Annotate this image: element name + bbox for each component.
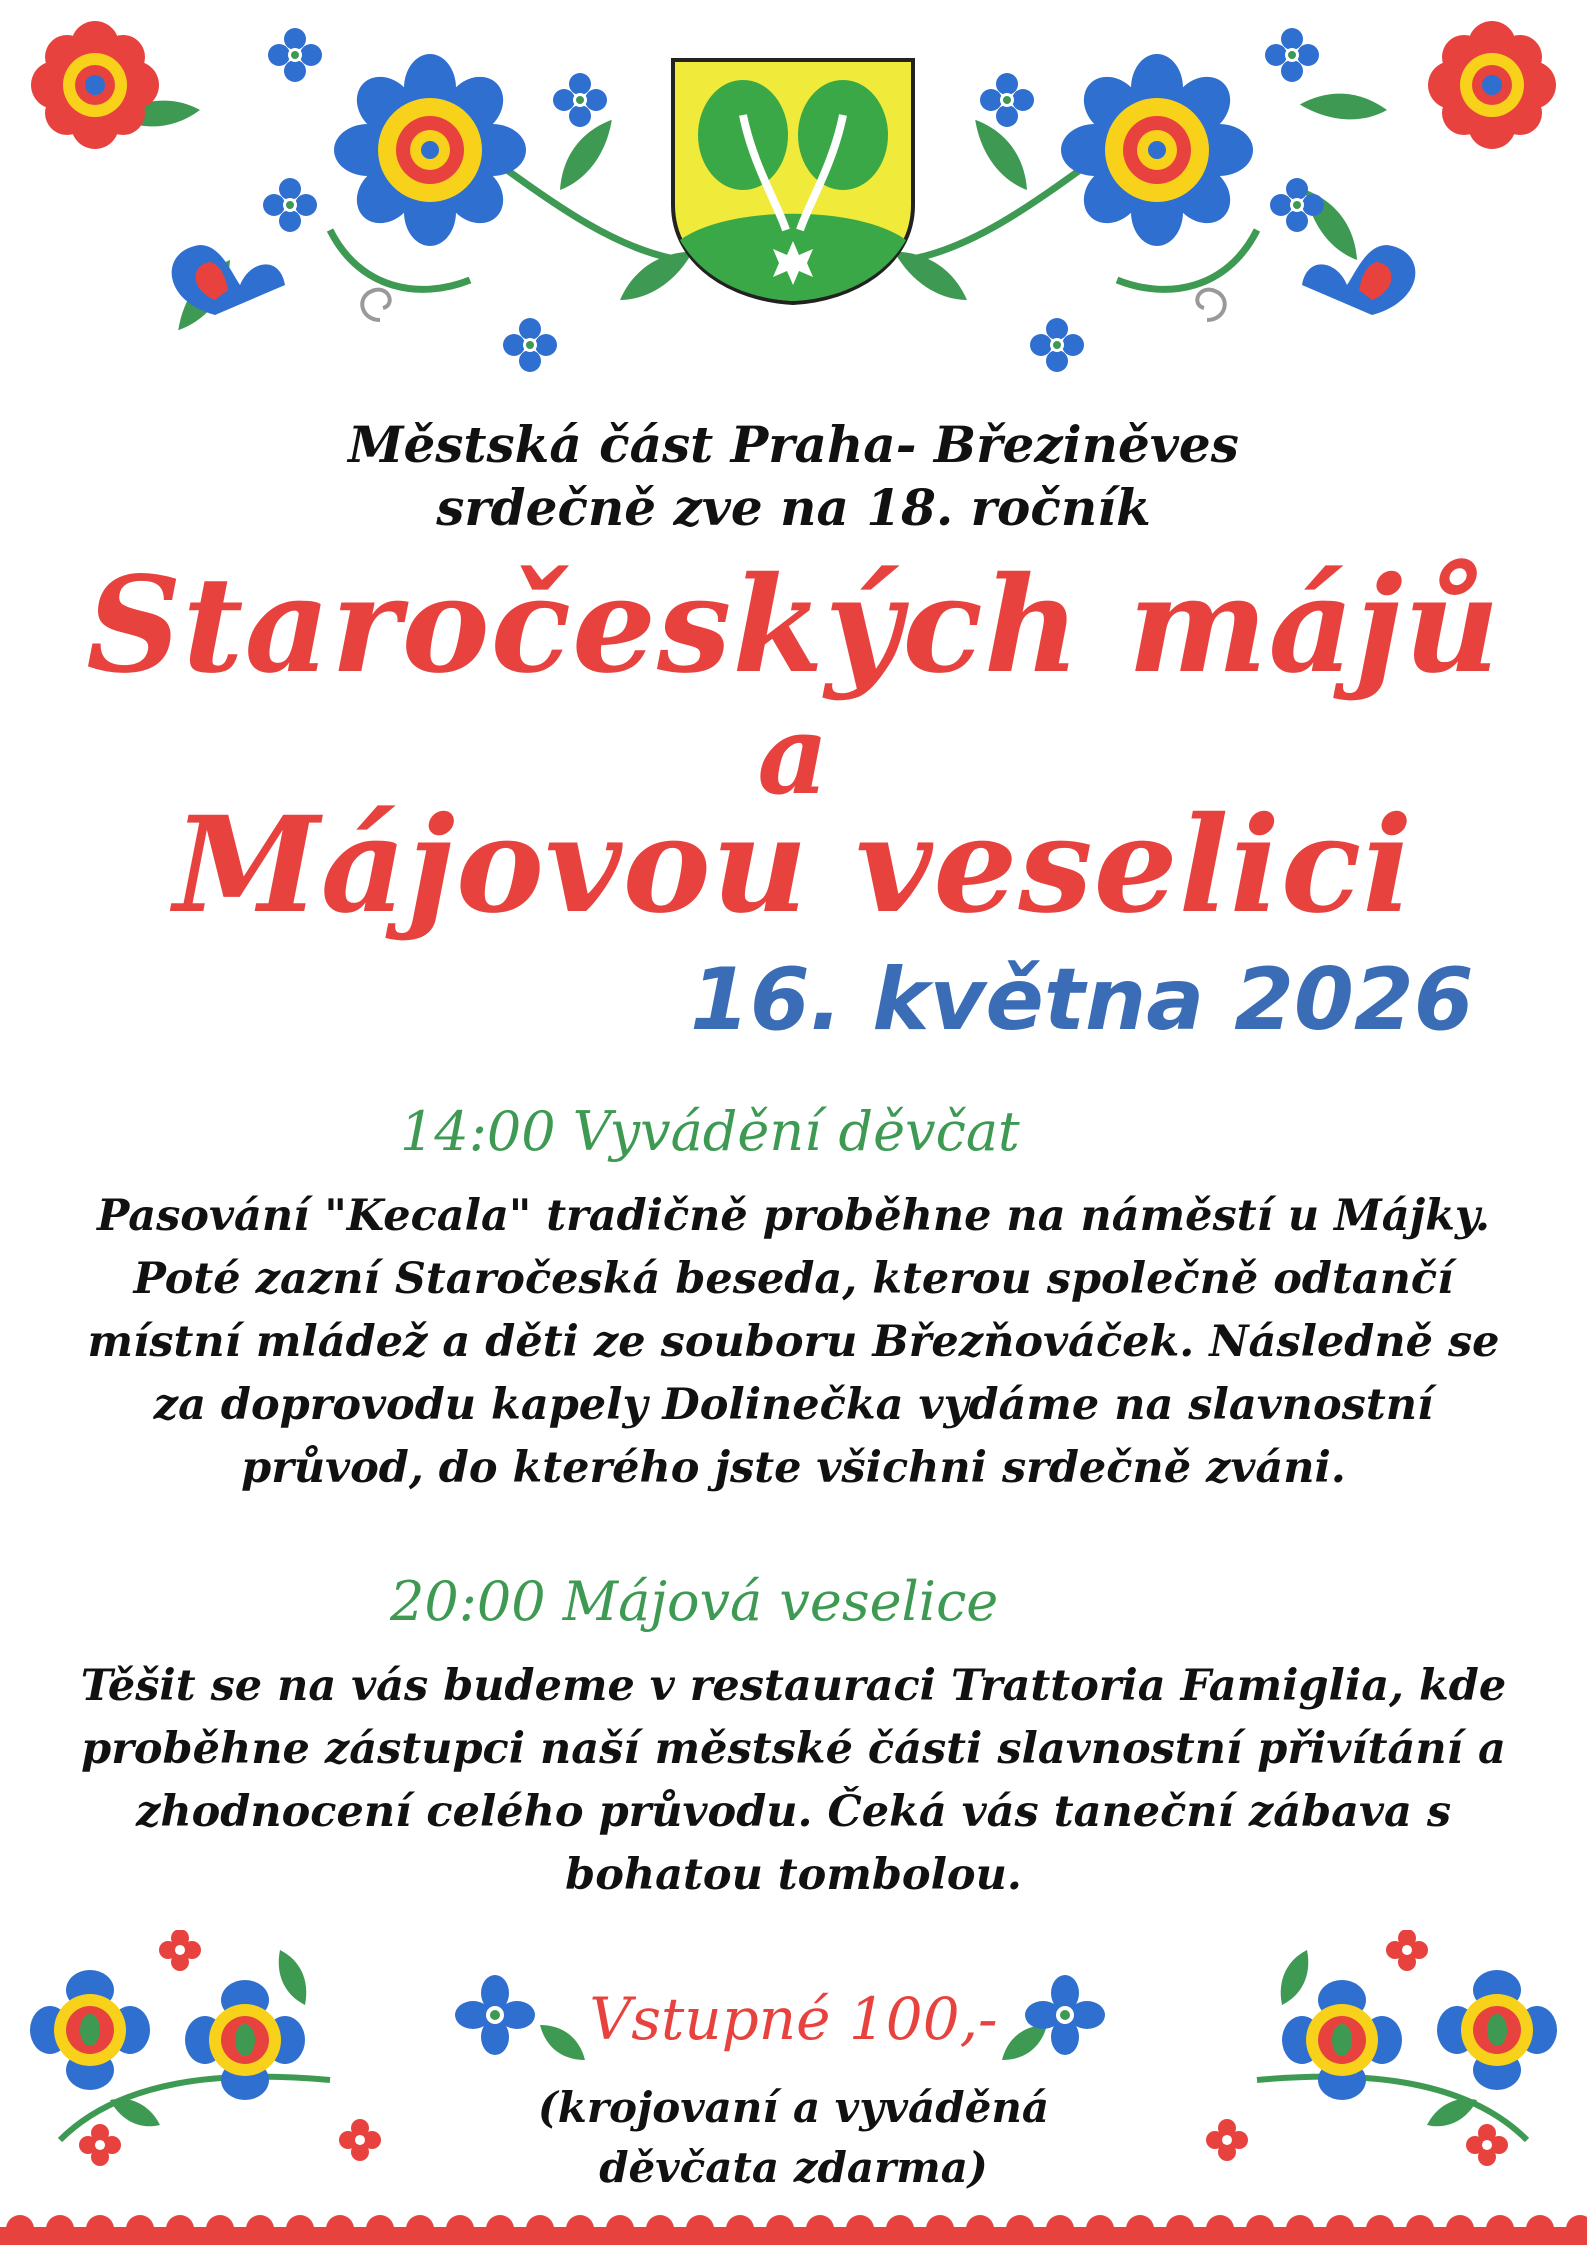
section-text-2: Těšit se na vás budeme v restauraci Trattoria Famiglia, kde proběhne zástupci naší městské části slavnostní přivítání a zhodnocení celého průvodu. Čeká vás taneční zábava s bohatou tombolou.: [80, 1661, 1507, 1900]
entry-price: Vstupné 100,-: [589, 1985, 998, 2053]
main-title-line-3: Májovou veselici: [173, 788, 1414, 943]
main-title-line-1: Staročeských májů: [86, 548, 1501, 703]
price-note-line-2: děvčata zdarma): [599, 2143, 988, 2192]
section-text-1: Pasování "Kecala" tradičně proběhne na náměstí u Májky. Poté zazní Staročeská beseda, kterou společně odtančí místní mládež a děti ze souboru Březňováček. Následně se za doprovodu kapely Dolinečka vydáme na slavnostní průvod, do kterého jste všichni srdečně zváni.: [87, 1191, 1500, 1493]
section-title-2: 20:00 Májová veselice: [390, 1570, 999, 1633]
event-date: 16. května 2026: [690, 950, 1474, 1050]
intro-line-1: Městská část Praha- Březiněves: [348, 415, 1239, 474]
price-note-line-1: (krojovaní a vyváděná: [537, 2083, 1050, 2132]
section-title-1: 14:00 Vyvádění děvčat: [400, 1100, 1020, 1163]
intro-line-2: srdečně zve na 18. ročník: [436, 478, 1151, 537]
main-title-line-2: a: [757, 690, 830, 819]
bottom-scallop-border: [0, 2215, 1587, 2245]
coat-of-arms-icon: [668, 55, 918, 305]
